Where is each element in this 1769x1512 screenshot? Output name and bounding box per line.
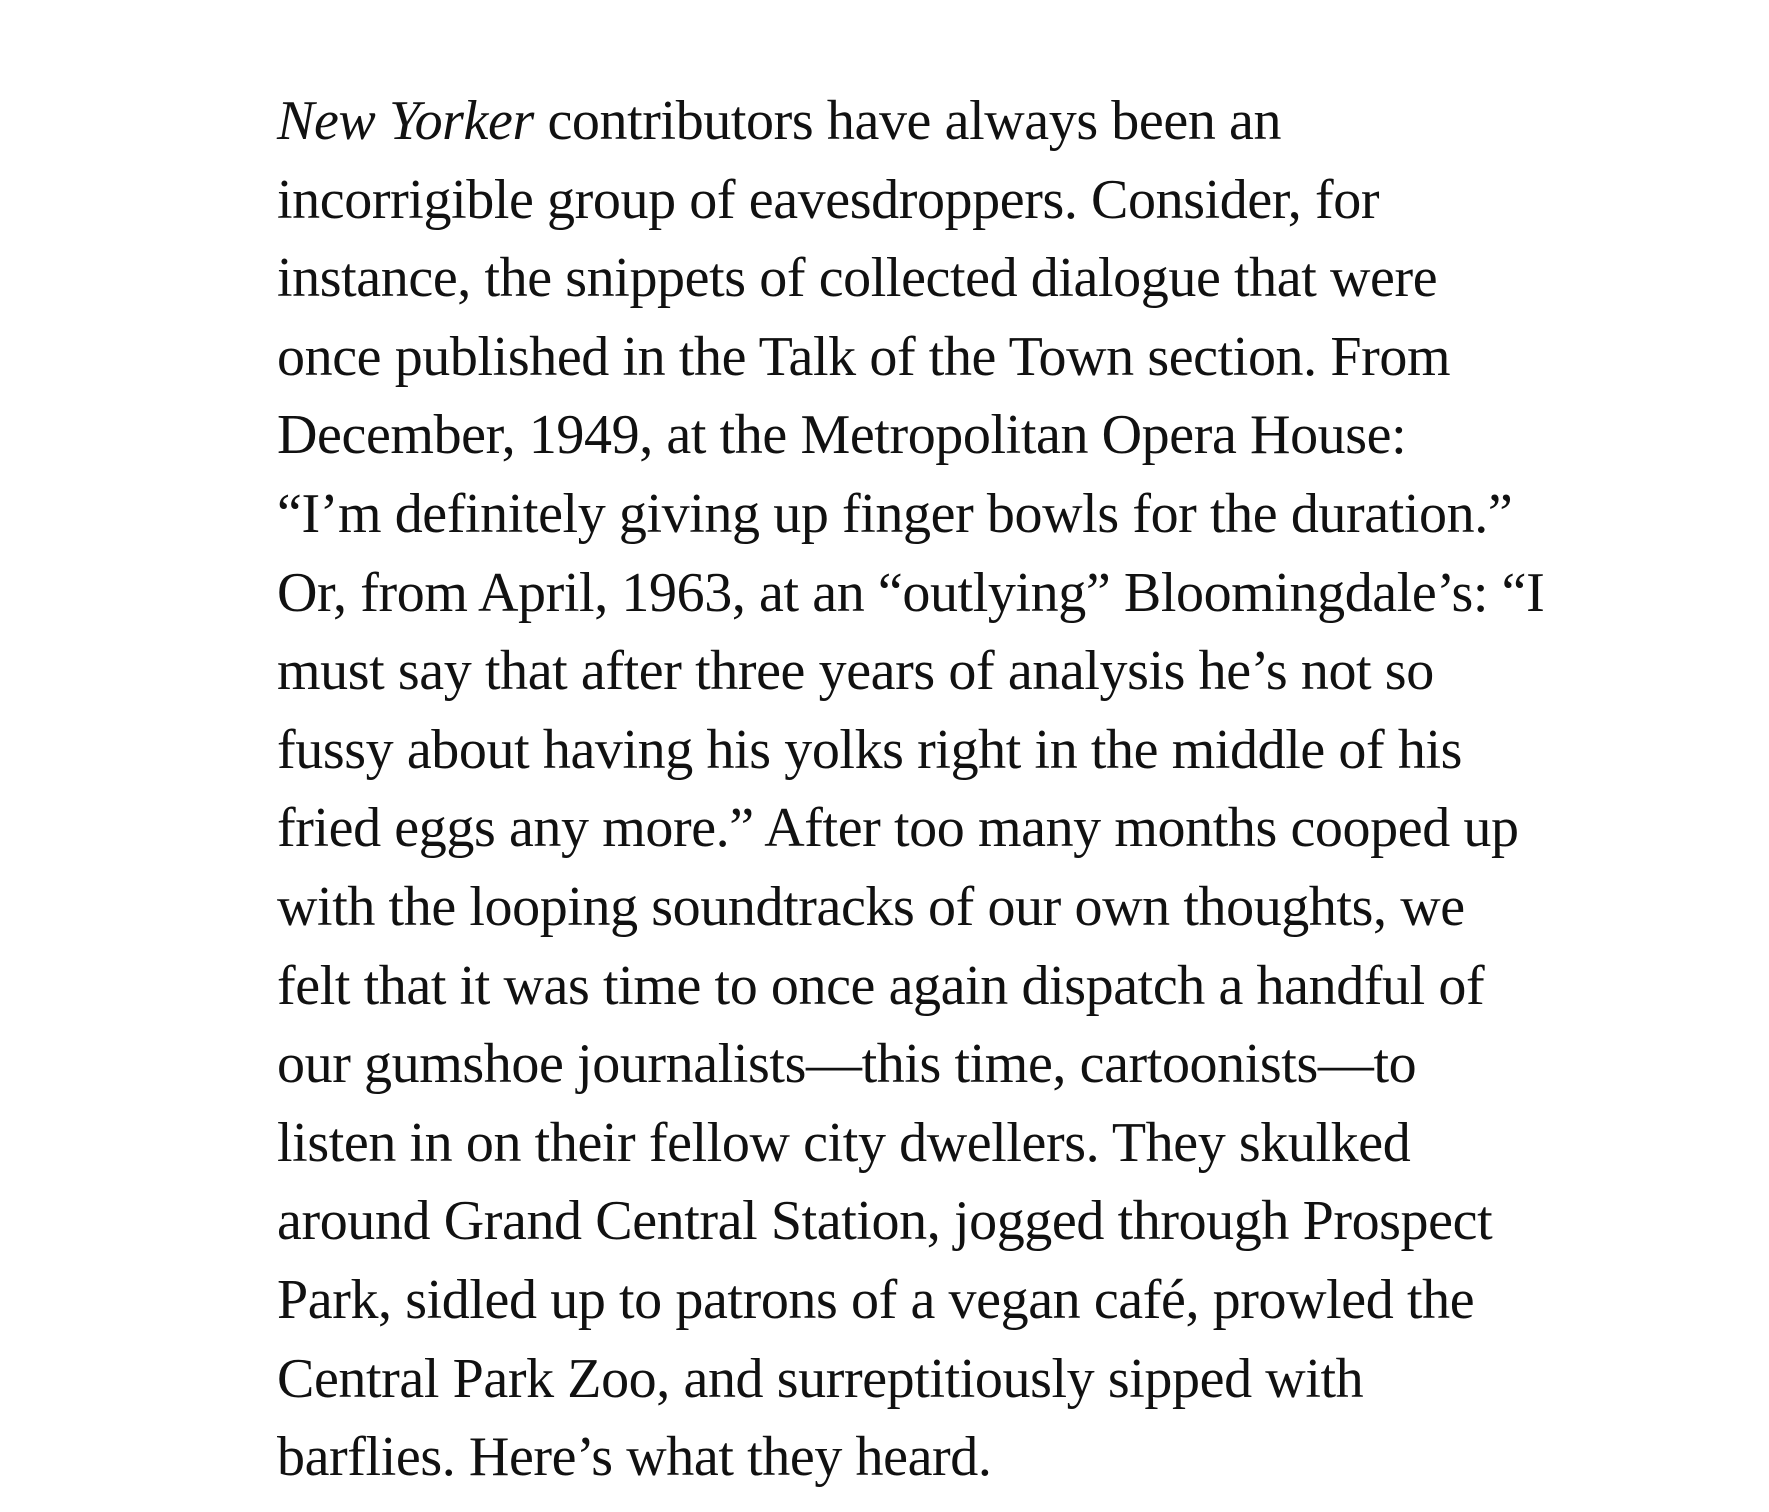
paragraph-line: Park, sidled up to patrons of a vegan café, prowled the (277, 1268, 1475, 1331)
paragraph-line: listen in on their fellow city dwellers. They skulked (277, 1111, 1411, 1174)
paragraph-line: with the looping soundtracks of our own thoughts, we (277, 875, 1465, 938)
paragraph-line: Central Park Zoo, and surreptitiously sipped with (277, 1347, 1364, 1410)
paragraph-line: December, 1949, at the Metropolitan Opera House: (277, 404, 1407, 467)
paragraph-line: around Grand Central Station, jogged through Prospect (277, 1190, 1493, 1253)
paragraph-line-1 (277, 82, 1597, 161)
paragraph-line: instance, the snippets of collected dialogue that were (277, 247, 1438, 310)
article-paragraph (277, 82, 1597, 1497)
paragraph-line: fried eggs any more.” After too many months cooped up (277, 797, 1519, 860)
publication-name: New Yorker (277, 90, 534, 152)
paragraph-line: our gumshoe journalists—this time, cartoonists—to (277, 1033, 1417, 1096)
paragraph-line: incorrigible group of eavesdroppers. Consider, for (277, 168, 1380, 231)
paragraph-line: felt that it was time to once again dispatch a handful of (277, 954, 1485, 1017)
paragraph-line: once published in the Talk of the Town section. From (277, 325, 1451, 388)
paragraph-text: contributors have always been an (533, 90, 1282, 152)
paragraph-line: fussy about having his yolks right in the middle of his (277, 718, 1463, 781)
paragraph-line: Or, from April, 1963, at an “outlying” Bloomingdale’s: “I (277, 561, 1545, 624)
paragraph-line: “I’m definitely giving up finger bowls for the duration.” (277, 482, 1513, 545)
paragraph-line: must say that after three years of analysis he’s not so (277, 640, 1434, 703)
paragraph-line: barflies. Here’s what they heard. (277, 1426, 992, 1489)
